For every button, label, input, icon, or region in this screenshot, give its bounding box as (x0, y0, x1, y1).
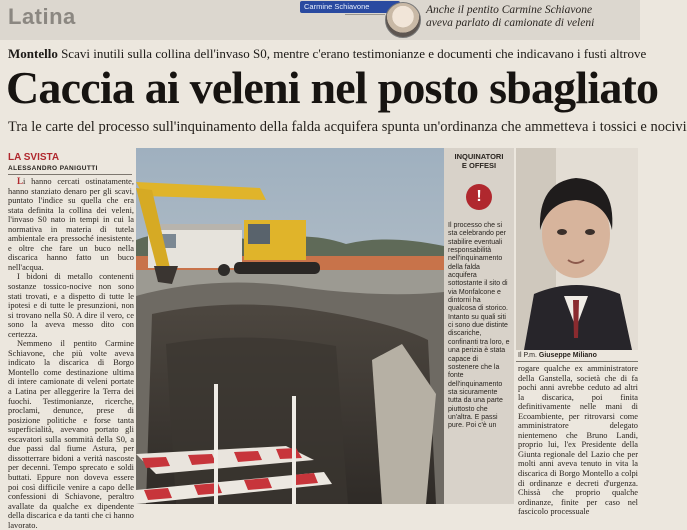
sidebar-title-line: E OFFESI (461, 161, 497, 170)
article-column-3: rogare qualche ex amministratore della Ganstella, società che di fa pochi anni avrebbe ceduto ad altri la discarica, poi finita definitivamente nelle mani di Ecoambiente, per ritrovarsi come amministratore delegato nientemeno che Bruno Landi, proprio lui, l'ex Presidente della Giunta regionale del Lazio che per molti anni aveva tenuto in vita la discarica di Borgo Montello a colpi di ordinanze e decreti d'urgenza. Chissà che proprio qualche ordinanze, finite per caso nel fascicolo processuale (518, 364, 638, 517)
sidebar-title (444, 152, 514, 170)
excavation-photo (136, 148, 444, 504)
article-paragraph: I bidoni di metallo contenenti sostanze tossico-nocive non sono stati trovati, e a dispetto di tutte le ipotesi e di tutte le presunzioni, non si trovano nella S0. A dire il vero, ce sono la aveva messo dito con certezza. (8, 272, 134, 339)
callout-quote-line: aveva parlato di camionate di veleni (426, 17, 595, 29)
kicker-text: Scavi inutili sulla collina dell'invaso S0, mentre c'erano testimonianze e documenti che indicavano i fusti altrove (61, 46, 647, 61)
article-column-1 (8, 176, 134, 530)
excavation-scene-image (136, 148, 444, 504)
callout-quote-line: Anche il pentito Carmine Schiavone (426, 4, 593, 16)
caption-prefix: Il P.m. (518, 352, 537, 359)
divider (8, 174, 132, 175)
kicker-place: Montello (8, 46, 58, 61)
sidebar-title-line: INQUINATORI (454, 152, 504, 161)
divider (516, 361, 638, 362)
callout-portrait-image (385, 2, 421, 38)
sidebar-text: Il processo che si sta celebrando per stabilire eventuali responsabilità nell'inquinamento della falda acquifera sottostante il sito di via Monfalcone e dintorni ha qualcosa di storico. Intanto su quali siti ci sono due distinte discariche, confinanti tra loro, e una perizia è stata capace di sostenere che la fonte dell'inquinamento sta sicuramente tutta da una parte piuttosto che un'altra. E passi pure. Poi c'è un (448, 222, 510, 430)
kicker (8, 46, 647, 61)
column-label: LA SVISTA (8, 152, 60, 163)
caption-name: Giuseppe Miliano (538, 352, 597, 359)
article-paragraph: i hanno cercati ostinatamente, hanno stanziato denaro per gli scavi, puntato l'indice su quella che era stata definita la collina dei veleni, l'invaso S0 nato in tempi in cui la normativa in materia di tutela ambientale era pressoché inesistente, e oltre che fare un buco nella discarica hanno fatto un buco nell'acqua. (8, 177, 134, 272)
callout-quote (426, 4, 636, 30)
exclamation-icon: ! (466, 184, 492, 210)
callout-connector (345, 14, 385, 15)
section-label: Latina (8, 4, 76, 29)
portrait-image (516, 148, 638, 350)
callout-name-tag: Carmine Schiavone (300, 1, 400, 13)
dropcap: L (17, 176, 24, 186)
deck: Tra le carte del processo sull'inquinamento della falda acquifera spunta un'ordinanza che ammetteva i tossici e nocivi (8, 119, 687, 135)
headline: Caccia ai veleni nel posto sbagliato (6, 62, 659, 113)
sidebar-box (444, 148, 514, 504)
article-paragraph: Nemmeno il pentito Carmine Schiavone, che più volte aveva indicato la discarica di Borgo Montello come destinazione ultima di intere camionate di veleni portate a Latina per alleggerire la Terra dei fuochi. Testimonianze, ricerche, proclami, denunce, prese di posizione politiche e forse tanta superficialità, avevano portato gli escavatori sulla sommità della S0, a due passi dal fiume Astura, per dissotterrare bidoni a verità nascoste per decenni. Tempo sprecato e soldi buttati. Eppure non doveva essere poi così difficile venire a capo delle confessioni di Schiavone, peraltro avallate da qualche ex dipendente della discarica e da tanti che ci hanno lavorato. (8, 339, 134, 530)
portrait-photo (516, 148, 638, 350)
byline: ALESSANDRO PANIGUTTI (8, 165, 98, 172)
portrait-caption (518, 352, 597, 359)
